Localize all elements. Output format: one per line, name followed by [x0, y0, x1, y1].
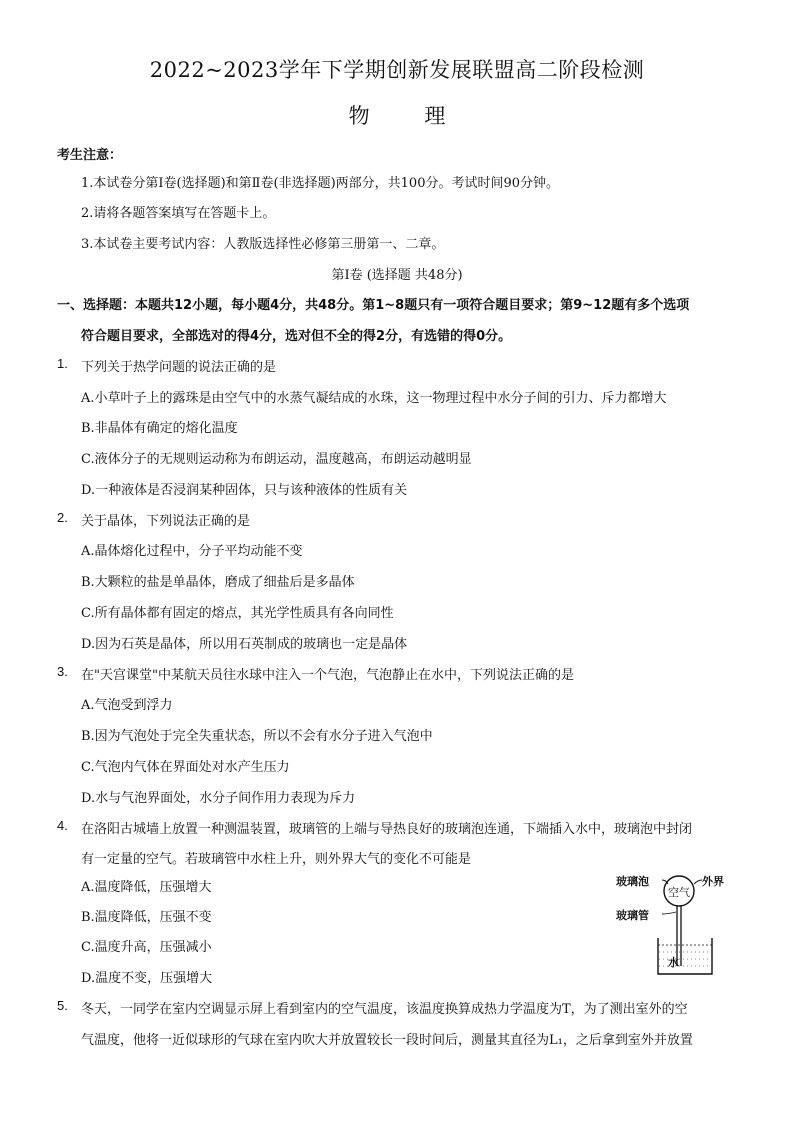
part-1-title: 第Ⅰ卷 (选择题 共48分) — [331, 268, 463, 283]
question-option: B.非晶体有确定的熔化温度 — [81, 421, 238, 436]
question-option: D.因为石英是晶体，所以用石英制成的玻璃也一定是晶体 — [81, 637, 408, 652]
exam-title: 2022~2023学年下学期创新发展联盟高二阶段检测 — [149, 58, 645, 82]
question-option: D.一种液体是否浸润某种固体，只与该种液体的性质有关 — [81, 483, 408, 498]
water-label: 水 — [668, 956, 679, 969]
question-option: C.温度升高，压强减小 — [81, 940, 212, 955]
subject-char-1: 物 — [348, 104, 370, 128]
question-number: 5. — [57, 998, 68, 1013]
question-option: C.液体分子的无规则运动称为布朗运动，温度越高，布朗运动越明显 — [81, 452, 472, 467]
outside-label: 外界 — [702, 875, 724, 888]
water-container — [658, 938, 712, 974]
subject-char-2: 理 — [424, 104, 446, 128]
question-option: C.气泡内气体在界面处对水产生压力 — [81, 760, 290, 775]
question-stem: 在"天宫课堂"中某航天员往水球中注入一个气泡，气泡静止在水中，下列说法正确的是 — [81, 668, 574, 683]
question-option: A.小草叶子上的露珠是由空气中的水蒸气凝结成的水珠，这一物理过程中水分子间的引力、斥力都增大 — [81, 391, 667, 406]
notice-item: 2.请将各题答案填写在答题卡上。 — [81, 206, 276, 221]
question-number: 4. — [57, 818, 68, 833]
question-number: 2. — [57, 510, 68, 525]
subject-title — [0, 100, 794, 130]
notice-item: 3.本试卷主要考试内容：人教版选择性必修第三册第一、二章。 — [81, 237, 445, 252]
question-stem: 冬天，一同学在室内空调显示屏上看到室内的空气温度，该温度换算成热力学温度为T，为了测出室外的空 — [81, 1002, 688, 1017]
notice-heading: 考生注意： — [57, 148, 123, 163]
question-option: B.因为气泡处于完全失重状态，所以不会有水分子进入气泡中 — [81, 729, 433, 744]
question-number: 1. — [57, 356, 68, 371]
question-option: C.所有晶体都有固定的熔点，其光学性质具有各向同性 — [81, 606, 394, 621]
question-option: D.水与气泡界面处，水分子间作用力表现为斥力 — [81, 791, 356, 806]
question-stem: 关于晶体，下列说法正确的是 — [81, 514, 251, 529]
air-label: 空气 — [668, 886, 690, 899]
section-instructions-line-2: 符合题目要求，全部选对的得4分，选对但不全的得2分，有选错的得0分。 — [81, 329, 512, 344]
question-option: A.气泡受到浮力 — [81, 698, 173, 713]
question-stem: 在洛阳古城墙上放置一种测温装置，玻璃管的上端与导热良好的玻璃泡连通，下端插入水中，玻璃泡中封闭 — [81, 822, 693, 837]
bulb-label: 玻璃泡 — [616, 875, 649, 888]
notice-item: 1.本试卷分第Ⅰ卷(选择题)和第Ⅱ卷(非选择题)两部分，共100分。考试时间90分钟。 — [81, 176, 560, 191]
question-stem: 下列关于热学问题的说法正确的是 — [81, 360, 277, 375]
question-option: A.温度降低，压强增大 — [81, 880, 212, 895]
question-option: D.温度不变，压强增大 — [81, 971, 213, 986]
question-option: B.温度降低，压强不变 — [81, 910, 212, 925]
question-option: B.大颗粒的盐是单晶体，磨成了细盐后是多晶体 — [81, 575, 355, 590]
tube-leader-line — [662, 912, 676, 914]
question-stem: 有一定量的空气。若玻璃管中水柱上升，则外界大气的变化不可能是 — [81, 852, 472, 867]
question-option: A.晶体熔化过程中，分子平均动能不变 — [81, 544, 303, 559]
outside-leader-line — [694, 880, 702, 884]
question-number: 3. — [57, 664, 68, 679]
thermometer-apparatus-figure — [616, 866, 726, 980]
section-instructions-line-1: 一、选择题：本题共12小题，每小题4分，共48分。第1~8题只有一项符合题目要求；第9~12题有多个选项 — [57, 298, 690, 313]
question-stem: 气温度，他将一近似球形的气球在室内吹大并放置较长一段时间后，测量其直径为L₁，之后拿到室外并放置 — [81, 1033, 693, 1048]
tube-label: 玻璃管 — [616, 909, 649, 922]
